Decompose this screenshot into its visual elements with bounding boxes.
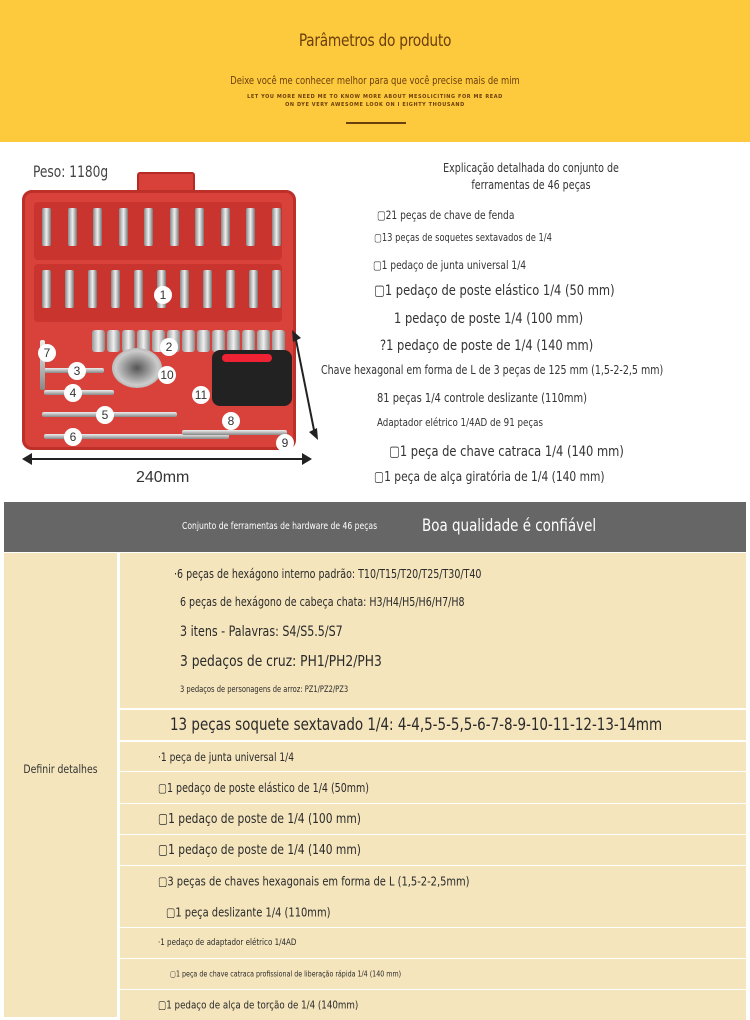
bit [180,270,189,308]
bit [221,208,230,246]
bit [272,270,281,308]
table-row [120,742,746,771]
socket [107,330,120,352]
bit [144,208,153,246]
product-weight: Peso: 1180g [33,162,109,181]
sliding-t-bar [182,430,287,435]
bit-spec-line: 3 pedaços de cruz: PH1/PH2/PH3 [180,652,382,670]
bit-spec-line: ·6 peças de hexágono interno padrão: T10/T15/T20/T25/T30/T40 [174,567,482,581]
table-row-bits [120,553,746,708]
table-row-text: ▢3 peças de chaves hexagonais em forma de L (1,5-2-2,5mm) [158,873,470,889]
header-divider [346,122,406,124]
callout-3: 3 [68,362,86,380]
header-subtitle: Deixe você me conhecer melhor para que você precise mais de mim [230,74,520,87]
socket [227,330,240,352]
callout-1: 1 [154,286,172,304]
socket [182,330,195,352]
callout-8: 8 [222,412,240,430]
socket [212,330,225,352]
header-title: Parâmetros do produto [298,31,452,51]
banner-headline: Boa qualidade é confiável [422,516,597,536]
depth-dimension-arrow [290,330,320,440]
bit [226,270,235,308]
table-row-text: ▢1 pedaço de poste de 1/4 (140 mm) [158,842,361,858]
bit [68,208,77,246]
table-row [120,959,746,989]
bit [111,270,120,308]
english-line-1: LET YOU MORE NEED ME TO KNOW MORE ABOUT MESOLICITING FOR ME READ [247,94,503,100]
spec-item: 81 peças 1/4 controle deslizante (110mm) [377,390,588,405]
callout-6: 6 [64,428,82,446]
product-section [0,142,750,500]
callout-2: 2 [160,338,178,356]
spec-item: ▢1 pedaço de junta universal 1/4 [373,258,527,272]
table-row [120,896,746,927]
table-row-text: ·1 pedaço de adaptador elétrico 1/4AD [158,938,297,948]
spec-item: ?1 pedaço de poste de 1/4 (140 mm) [380,338,594,354]
bit [88,270,97,308]
bit [203,270,212,308]
detail-title: Explicação detalhada do conjunto de ferramentas de 46 peças [443,161,619,192]
bit [65,270,74,308]
table-row [120,835,746,865]
table-row [120,710,746,740]
callout-11: 11 [192,386,210,404]
quality-banner [4,502,746,552]
header-english-text [0,93,750,109]
table-row-text: ▢1 pedaço de poste elástico de 1/4 (50mm) [158,780,369,795]
socket [197,330,210,352]
socket [242,330,255,352]
spec-item: ▢13 peças de soquetes sextavados de 1/4 [374,232,552,244]
case-handle-tab [137,172,195,192]
callout-10: 10 [158,366,176,384]
bit [93,208,102,246]
bit-spec-line: 3 itens - Palavras: S4/S5.5/S7 [180,624,343,640]
table-row-text: 13 peças soquete sextavado 1/4: 4-4,5-5-5,5-6-7-8-9-10-11-12-13-14mm [170,715,663,735]
bit-spec-line: 3 pedaços de personagens de arroz: PZ1/PZ2/PZ3 [180,685,349,695]
table-row-text: ·1 peça de junta universal 1/4 [158,749,295,764]
table-row [120,990,746,1020]
bit-spec-line: 6 peças de hexágono de cabeça chata: H3/H4/H5/H6/H7/H8 [180,595,465,609]
bit [42,208,51,246]
spec-item: ▢1 pedaço de poste elástico 1/4 (50 mm) [374,283,615,299]
table-row-text: ▢1 pedaço de alça de torção de 1/4 (140mm) [158,998,359,1012]
spec-item: ▢1 peça de chave catraca 1/4 (140 mm) [389,444,624,460]
socket [92,330,105,352]
bit [195,208,204,246]
bit [246,208,255,246]
table-row-text: ▢1 peça deslizante 1/4 (110mm) [166,904,331,919]
table-row [120,928,746,958]
toolcase-image [22,190,296,450]
ratchet-head [112,348,162,388]
table-label-cell [4,553,117,1017]
callout-7: 7 [38,344,56,362]
table-row [120,866,746,896]
socket [272,330,285,352]
table-row [120,772,746,803]
bit [42,270,51,308]
spec-item: Chave hexagonal em forma de L de 3 peças de 125 mm (1,5-2-2,5 mm) [321,363,664,377]
bit [134,270,143,308]
banner-small-text: Conjunto de ferramentas de hardware de 46 peças [182,521,378,532]
spec-item: ▢1 peça de alça giratória de 1/4 (140 mm) [374,469,605,485]
bit [119,208,128,246]
table-row-text: ▢1 peça de chave catraca profissional de liberação rápida 1/4 (140 mm) [170,969,402,979]
details-table [4,553,746,1017]
spec-item: Adaptador elétrico 1/4AD de 91 peças [377,416,544,429]
english-line-2: ON DYE VERY AWESOME LOOK ON I EIGHTY THOUSAND [285,102,465,108]
callout-4: 4 [64,384,82,402]
socket [257,330,270,352]
table-row [120,804,746,834]
spec-item: 1 pedaço de poste 1/4 (100 mm) [394,311,584,327]
bit [170,208,179,246]
bit [272,208,281,246]
spec-item: ▢21 peças de chave de fenda [377,208,515,222]
width-dimension-label: 240mm [136,469,190,486]
ratchet-handle [212,350,292,406]
callout-9: 9 [276,434,294,452]
table-row-text: ▢1 pedaço de poste de 1/4 (100 mm) [158,811,361,827]
callout-5: 5 [96,406,114,424]
page-header [0,0,750,142]
bit [249,270,258,308]
table-label: Definir detalhes [23,762,98,776]
width-dimension-arrow [28,458,306,460]
